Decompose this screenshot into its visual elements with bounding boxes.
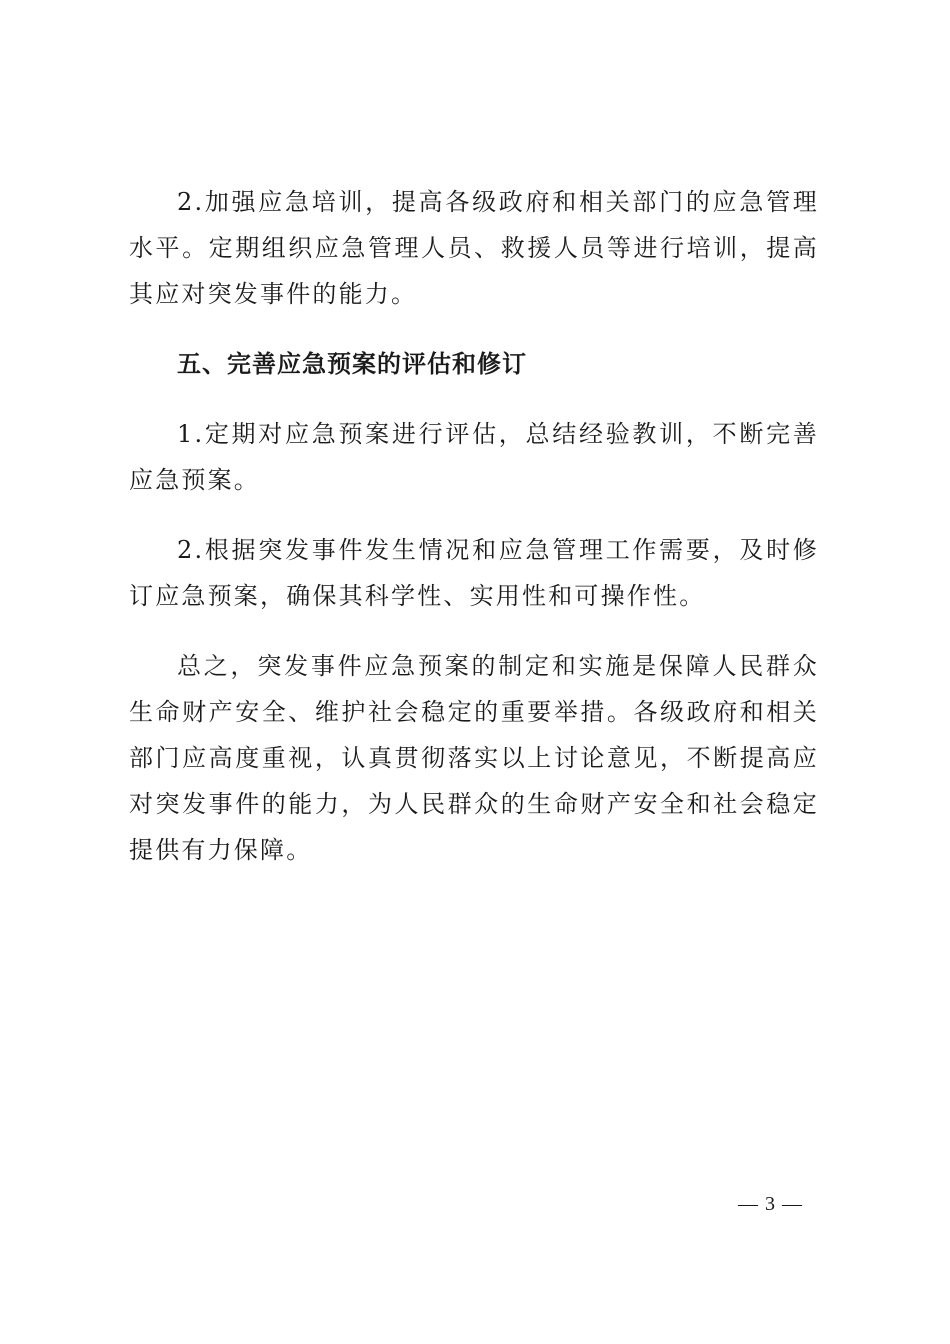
page-number: — 3 — xyxy=(738,1193,803,1215)
paragraph-conclusion: 总之，突发事件应急预案的制定和实施是保障人民群众生命财产安全、维护社会稳定的重要举措。各级政府和相关部门应高度重视，认真贯彻落实以上讨论意见，不断提高应对突发事件的能力，为人民群众的生命财产安全和社会稳定提供有力保障。 xyxy=(129,652,819,864)
paragraph-evaluation: 1.定期对应急预案进行评估，总结经验教训，不断完善应急预案。 xyxy=(129,420,819,494)
document-body xyxy=(129,179,819,897)
paragraph-revision: 2.根据突发事件发生情况和应急管理工作需要，及时修订应急预案，确保其科学性、实用性和可操作性。 xyxy=(129,536,819,610)
paragraph-training: 2.加强应急培训，提高各级政府和相关部门的应急管理水平。定期组织应急管理人员、救援人员等进行培训，提高其应对突发事件的能力。 xyxy=(129,188,819,308)
section-heading-five: 五、完善应急预案的评估和修订 xyxy=(177,350,527,378)
